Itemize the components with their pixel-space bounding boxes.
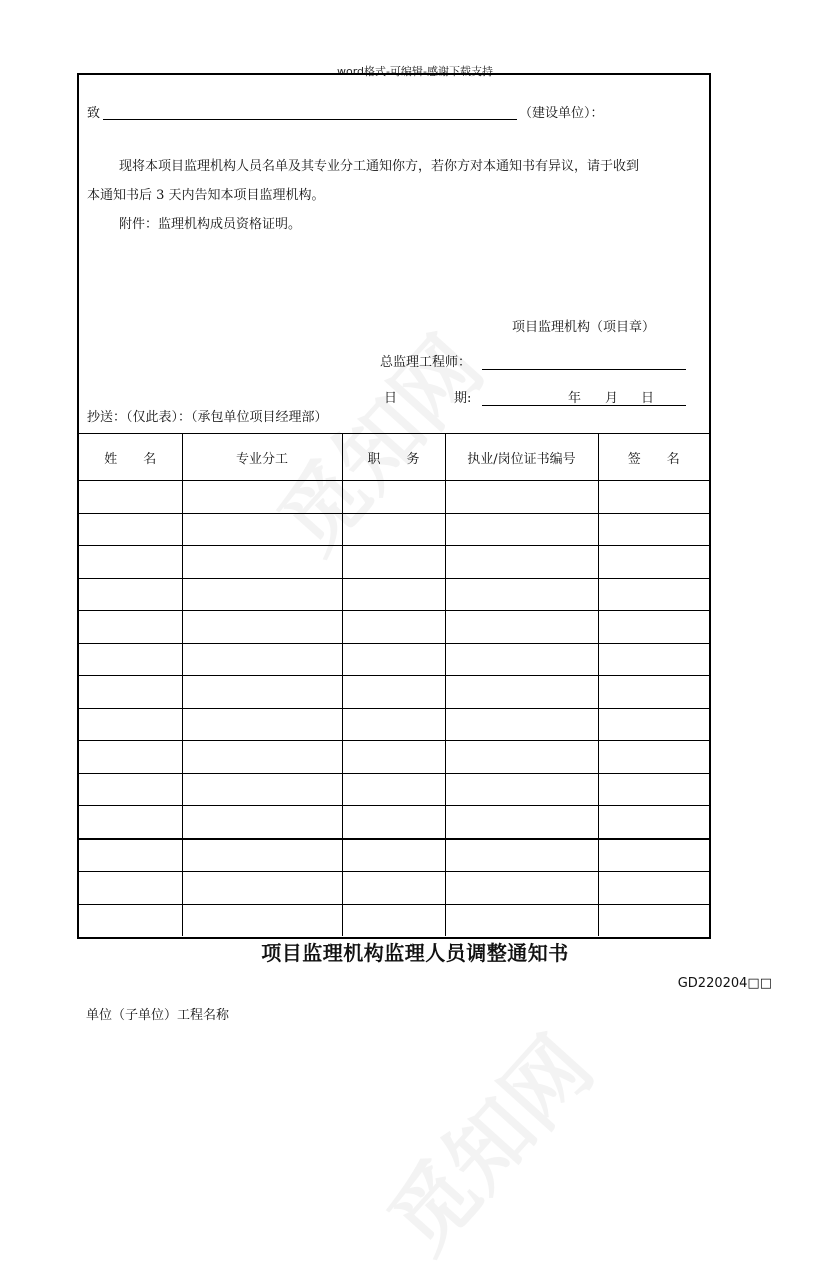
cell-signature[interactable] (598, 578, 709, 611)
cell-specialty[interactable] (182, 904, 342, 936)
project-name-label: 单位（子单位）工程名称 (86, 1008, 230, 1023)
header-certificate-no: 执业/岗位证书编号 (445, 434, 598, 481)
cell-certificate-no[interactable] (445, 741, 598, 774)
table-row (79, 611, 709, 644)
cell-position[interactable] (342, 611, 445, 644)
cell-name[interactable] (79, 904, 182, 936)
cell-name[interactable] (79, 773, 182, 806)
date-year: 年 (568, 391, 582, 406)
cell-specialty[interactable] (182, 546, 342, 579)
cell-specialty[interactable] (182, 741, 342, 774)
cell-signature[interactable] (598, 839, 709, 872)
cell-specialty[interactable] (182, 773, 342, 806)
org-seal-label: 项目监理机构（项目章） (512, 320, 656, 335)
date-label-qi: 期: (454, 391, 472, 406)
cell-name[interactable] (79, 708, 182, 741)
cell-signature[interactable] (598, 643, 709, 676)
header-specialty: 专业分工 (182, 434, 342, 481)
cell-name[interactable] (79, 839, 182, 872)
document-code: GD220204□□ (677, 976, 772, 991)
cell-name[interactable] (79, 806, 182, 839)
cell-certificate-no[interactable] (445, 872, 598, 905)
table-row (79, 708, 709, 741)
watermark (357, 1006, 616, 1274)
cell-name[interactable] (79, 611, 182, 644)
addressee-suffix: （建设单位）： (519, 106, 604, 121)
cell-signature[interactable] (598, 741, 709, 774)
cell-certificate-no[interactable] (445, 481, 598, 514)
cell-certificate-no[interactable] (445, 546, 598, 579)
cell-name[interactable] (79, 481, 182, 514)
date-label-ri: 日 (384, 391, 398, 406)
cell-signature[interactable] (598, 676, 709, 709)
cc-line: 抄送：（仅此表）：（承包单位项目经理部） (87, 410, 328, 425)
cell-position[interactable] (342, 904, 445, 936)
table-row (79, 513, 709, 546)
cell-specialty[interactable] (182, 676, 342, 709)
table-row (79, 546, 709, 579)
chief-engineer-label: 总监理工程师： (380, 355, 472, 370)
cell-name[interactable] (79, 513, 182, 546)
cell-position[interactable] (342, 546, 445, 579)
chief-engineer-line (482, 369, 686, 370)
date-month: 月 (605, 391, 619, 406)
cell-position[interactable] (342, 676, 445, 709)
cell-position[interactable] (342, 578, 445, 611)
cell-signature[interactable] (598, 708, 709, 741)
cell-specialty[interactable] (182, 708, 342, 741)
header-position: 职 务 (342, 434, 445, 481)
body-line-1: 现将本项目监理机构人员名单及其专业分工通知你方，若你方对本通知书有异议，请于收到 (119, 159, 640, 174)
table-row (79, 643, 709, 676)
cell-signature[interactable] (598, 611, 709, 644)
body-line-2: 本通知书后 3 天内告知本项目监理机构。 (87, 188, 325, 203)
date-line (482, 405, 686, 406)
document-title: 项目监理机构监理人员调整通知书 (261, 941, 569, 965)
cell-position[interactable] (342, 513, 445, 546)
cell-specialty[interactable] (182, 578, 342, 611)
cell-certificate-no[interactable] (445, 904, 598, 936)
cell-specialty[interactable] (182, 611, 342, 644)
table-row (79, 578, 709, 611)
cell-name[interactable] (79, 578, 182, 611)
cell-position[interactable] (342, 708, 445, 741)
table-row (79, 839, 709, 872)
cell-position[interactable] (342, 481, 445, 514)
cell-specialty[interactable] (182, 839, 342, 872)
table-row (79, 904, 709, 936)
cell-name[interactable] (79, 546, 182, 579)
table-row (79, 773, 709, 806)
cell-position[interactable] (342, 839, 445, 872)
cell-signature[interactable] (598, 513, 709, 546)
table-row (79, 676, 709, 709)
table-row (79, 481, 709, 514)
cell-certificate-no[interactable] (445, 806, 598, 839)
cell-name[interactable] (79, 643, 182, 676)
header-signature: 签 名 (598, 434, 709, 481)
cell-certificate-no[interactable] (445, 578, 598, 611)
cell-certificate-no[interactable] (445, 773, 598, 806)
attachment-note: 附件：监理机构成员资格证明。 (119, 217, 302, 232)
cell-name[interactable] (79, 872, 182, 905)
cell-certificate-no[interactable] (445, 611, 598, 644)
cell-certificate-no[interactable] (445, 839, 598, 872)
header-note: word格式-可编辑-感谢下载支持 (337, 65, 493, 78)
cell-certificate-no[interactable] (445, 643, 598, 676)
cell-signature[interactable] (598, 904, 709, 936)
addressee-label: 致 (87, 106, 101, 121)
cell-signature[interactable] (598, 806, 709, 839)
notice-form (77, 73, 711, 939)
cell-specialty[interactable] (182, 872, 342, 905)
cell-signature[interactable] (598, 481, 709, 514)
cell-signature[interactable] (598, 872, 709, 905)
table-row (79, 741, 709, 774)
cell-signature[interactable] (598, 773, 709, 806)
cell-specialty[interactable] (182, 481, 342, 514)
date-day: 日 (641, 391, 655, 406)
header-name: 姓 名 (79, 434, 182, 481)
cell-name[interactable] (79, 676, 182, 709)
cell-certificate-no[interactable] (445, 676, 598, 709)
cell-specialty[interactable] (182, 806, 342, 839)
personnel-table (79, 433, 709, 936)
cell-signature[interactable] (598, 546, 709, 579)
cell-position[interactable] (342, 872, 445, 905)
cell-specialty[interactable] (182, 643, 342, 676)
addressee-line (103, 119, 517, 120)
table-header-row (79, 434, 709, 481)
table-row (79, 872, 709, 905)
cell-position[interactable] (342, 643, 445, 676)
cell-certificate-no[interactable] (445, 708, 598, 741)
cell-certificate-no[interactable] (445, 513, 598, 546)
cell-position[interactable] (342, 773, 445, 806)
table-row (79, 806, 709, 839)
cell-name[interactable] (79, 741, 182, 774)
cell-position[interactable] (342, 741, 445, 774)
cell-specialty[interactable] (182, 513, 342, 546)
cell-position[interactable] (342, 806, 445, 839)
